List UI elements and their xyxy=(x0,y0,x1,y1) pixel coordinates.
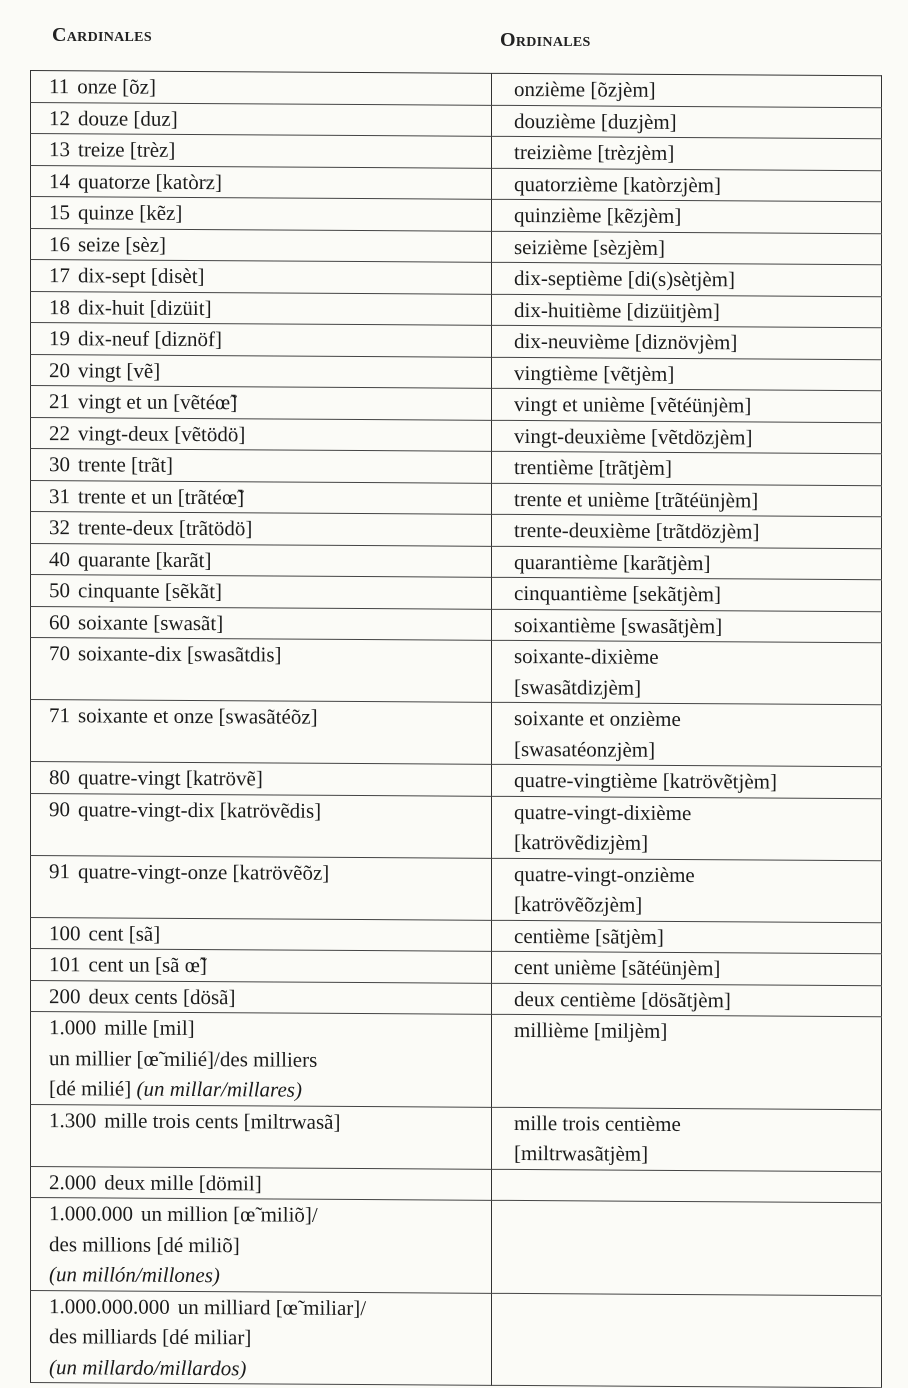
ordinal-line: [miltrwasãtjèm] xyxy=(514,1140,649,1166)
table-row xyxy=(31,228,882,265)
cardinal-line xyxy=(49,762,491,795)
cardinal-cell xyxy=(31,638,492,703)
cardinal-text: quatre-vingt-dix [katrövẽdis] xyxy=(78,796,322,823)
cardinal-line xyxy=(49,481,491,514)
cardinal-text: un million [œ̃ miliõ]/ xyxy=(141,1201,318,1227)
spanish-translation: (un millón/millones) xyxy=(49,1262,220,1288)
cardinal-number: 18 xyxy=(49,294,70,319)
cardinal-line xyxy=(49,949,491,982)
cardinal-number: 90 xyxy=(49,796,70,821)
cardinal-line xyxy=(49,1198,491,1231)
cardinal-line xyxy=(49,638,491,671)
cardinal-text: onze [õz] xyxy=(77,74,156,99)
cardinal-number: 14 xyxy=(49,168,70,193)
cardinal-cell xyxy=(31,102,492,136)
ordinal-line: vingtième [vẽtjèm] xyxy=(514,360,675,386)
ordinal-cell xyxy=(492,796,882,860)
cardinal-cell xyxy=(31,512,492,546)
cardinal-cell xyxy=(31,449,492,483)
cardinal-cell xyxy=(31,762,492,796)
cardinal-number: 11 xyxy=(49,74,70,99)
cardinal-line xyxy=(49,856,491,889)
ordinal-line: vingt-deuxième [vẽtdözjèm] xyxy=(514,423,753,449)
ordinal-line: [swasatéonzjèm] xyxy=(514,736,656,762)
ordinal-line: [katrövẽõzjèm] xyxy=(514,891,643,917)
cardinal-text: des milliards [dé miliar] xyxy=(49,1324,252,1350)
header-cardinales: Cardinales xyxy=(52,24,152,46)
table-row xyxy=(31,134,882,171)
table-row xyxy=(31,543,882,580)
cardinal-cell xyxy=(31,855,492,920)
table-row xyxy=(31,855,882,922)
cardinal-line xyxy=(49,197,491,230)
cardinal-text: quarante [karãt] xyxy=(78,546,212,572)
cardinal-line xyxy=(49,575,491,608)
cardinal-number: 100 xyxy=(49,920,81,945)
ordinal-line: seizième [sèzjèm] xyxy=(514,234,665,260)
ordinal-cell xyxy=(492,388,882,422)
ordinal-cell xyxy=(492,262,882,296)
table-row xyxy=(31,386,882,423)
cardinal-line xyxy=(49,794,491,827)
table-row xyxy=(31,1104,882,1171)
table-row xyxy=(31,980,882,1017)
cardinal-cell xyxy=(31,700,492,765)
cardinal-line xyxy=(49,323,491,356)
cardinal-cell xyxy=(31,1198,492,1293)
cardinal-number: 101 xyxy=(49,952,81,977)
cardinal-line xyxy=(49,355,491,388)
ordinal-line: soixante-dixième xyxy=(514,643,659,669)
cardinal-text: deux cents [dösã] xyxy=(88,983,236,1009)
ordinal-line: trentième [trãtjèm] xyxy=(514,454,673,480)
cardinal-number: 15 xyxy=(49,200,70,225)
cardinal-text: dix-sept [disèt] xyxy=(78,263,205,289)
cardinal-line xyxy=(49,103,491,136)
cardinal-number: 91 xyxy=(49,858,70,883)
ordinal-line: [katrövẽdizjèm] xyxy=(514,829,649,855)
cardinal-cell xyxy=(31,949,492,983)
ordinal-cell xyxy=(492,357,882,391)
header-ordinales: Ordinales xyxy=(500,29,591,51)
cardinal-text: trente et un [trãtéœ̃] xyxy=(78,483,245,509)
cardinal-line xyxy=(49,1291,491,1324)
ordinal-cell xyxy=(492,1014,882,1109)
cardinal-number: 21 xyxy=(49,389,70,414)
cardinal-cell xyxy=(31,606,492,640)
cardinal-text: mille [mil] xyxy=(104,1015,195,1041)
cardinal-number: 70 xyxy=(49,641,70,666)
cardinal-cell xyxy=(31,386,492,420)
cardinal-line xyxy=(49,292,491,325)
cardinal-text: vingt et un [vẽtéœ̃] xyxy=(78,389,238,415)
cardinal-cell xyxy=(31,575,492,609)
cardinal-line xyxy=(49,1073,491,1106)
cardinal-text: un millier [œ̃ milié]/des milliers xyxy=(49,1045,318,1072)
spanish-translation: (un millar/millares) xyxy=(136,1076,302,1102)
cardinal-line xyxy=(49,981,491,1014)
cardinal-number: 31 xyxy=(49,483,70,508)
cardinal-text: vingt [vẽ] xyxy=(78,357,161,383)
table-row xyxy=(31,71,882,108)
cardinal-cell xyxy=(31,417,492,451)
cardinal-line xyxy=(49,166,491,199)
cardinal-number: 80 xyxy=(49,765,70,790)
ordinal-cell xyxy=(492,546,882,580)
cardinal-text: dix-neuf [diznöf] xyxy=(78,326,223,352)
cardinal-number: 1.000 xyxy=(49,1015,97,1040)
spanish-translation: (un millardo/millardos) xyxy=(49,1354,247,1380)
ordinal-cell xyxy=(492,73,882,107)
ordinal-cell xyxy=(492,1169,882,1203)
cardinal-text: trente [trãt] xyxy=(78,452,174,477)
ordinal-cell xyxy=(492,451,882,485)
cardinal-cell xyxy=(31,1012,492,1107)
table-row xyxy=(31,449,882,486)
cardinal-line xyxy=(49,512,491,545)
ordinal-line: douzième [duzjèm] xyxy=(514,108,677,134)
ordinal-line: treizième [trèzjèm] xyxy=(514,139,675,165)
cardinal-cell xyxy=(31,165,492,199)
cardinal-text: soixante-dix [swasãtdis] xyxy=(78,641,282,667)
cardinal-number: 1.000.000 xyxy=(49,1201,133,1226)
cardinal-text: mille trois cents [miltrwasã] xyxy=(104,1107,341,1134)
cardinal-line xyxy=(49,1105,491,1138)
table-row xyxy=(31,417,882,454)
ordinal-cell xyxy=(492,168,882,202)
ordinal-cell xyxy=(492,1107,882,1171)
ordinal-cell xyxy=(492,1293,882,1388)
cardinal-number: 60 xyxy=(49,609,70,634)
ordinal-cell xyxy=(492,1200,882,1295)
table-row xyxy=(31,291,882,328)
cardinal-number: 30 xyxy=(49,452,70,477)
table-row xyxy=(31,165,882,202)
ordinal-line: centième [sãtjèm] xyxy=(514,923,664,949)
cardinal-cell xyxy=(31,291,492,325)
ordinal-line: trente et unième [trãtéünjèm] xyxy=(514,486,759,512)
cardinal-line xyxy=(49,544,491,577)
cardinal-number: 200 xyxy=(49,983,81,1008)
cardinal-text: treize [trèz] xyxy=(78,137,176,162)
table-row xyxy=(31,917,882,954)
cardinal-cell xyxy=(31,543,492,577)
table-row xyxy=(31,638,882,705)
cardinal-number: 1.300 xyxy=(49,1107,97,1132)
cardinal-number: 1.000.000.000 xyxy=(49,1293,170,1319)
table-row xyxy=(31,1012,882,1110)
cardinal-cell xyxy=(31,134,492,168)
cardinal-line xyxy=(49,1167,491,1200)
table-row xyxy=(31,575,882,612)
table-row xyxy=(31,197,882,234)
cardinal-cell xyxy=(31,1290,492,1385)
table-row xyxy=(31,762,882,799)
cardinal-number: 20 xyxy=(49,357,70,382)
table-row xyxy=(31,606,882,643)
cardinal-line xyxy=(49,700,491,733)
ordinal-line: quarantième [karãtjèm] xyxy=(514,549,711,575)
ordinal-cell xyxy=(492,325,882,359)
cardinal-cell xyxy=(31,980,492,1014)
ordinal-line: millième [miljèm] xyxy=(514,1017,668,1043)
ordinal-cell xyxy=(492,983,882,1017)
cardinal-line xyxy=(49,260,491,293)
table-row xyxy=(31,354,882,391)
cardinal-line xyxy=(49,607,491,640)
cardinal-line xyxy=(49,418,491,451)
cardinal-cell xyxy=(31,917,492,951)
ordinal-line: trente-deuxième [trãtdözjèm] xyxy=(514,517,760,544)
ordinal-line: vingt et unième [vẽtéünjèm] xyxy=(514,391,752,418)
ordinal-line: cinquantième [sekãtjèm] xyxy=(514,580,721,607)
cardinal-number: 13 xyxy=(49,137,70,162)
cardinal-number: 16 xyxy=(49,231,70,256)
ordinal-line: deux centième [dösãtjèm] xyxy=(514,986,731,1012)
ordinal-line: soixante et onzième xyxy=(514,705,681,731)
cardinal-cell xyxy=(31,793,492,858)
ordinal-line: dix-huitième [dizüitjèm] xyxy=(514,297,720,323)
ordinal-cell xyxy=(492,702,882,766)
cardinal-text: cent un [sã œ̃] xyxy=(88,952,207,978)
table-row xyxy=(31,949,882,986)
numbers-table xyxy=(30,70,882,1388)
ordinal-line: [swasãtdizjèm] xyxy=(514,674,642,700)
cardinal-cell xyxy=(31,480,492,514)
ordinal-line: quinzième [kẽzjèm] xyxy=(514,202,682,228)
ordinal-cell xyxy=(492,640,882,704)
cardinal-text: quatorze [katòrz] xyxy=(78,168,222,194)
ordinal-line: onzième [õzjèm] xyxy=(514,76,656,102)
table-row xyxy=(31,700,882,767)
cardinal-text: deux mille [dömil] xyxy=(104,1169,262,1195)
cardinal-cell xyxy=(31,228,492,262)
cardinal-number: 22 xyxy=(49,420,70,445)
ordinal-cell xyxy=(492,199,882,233)
ordinal-cell xyxy=(492,920,882,954)
table-row xyxy=(31,323,882,360)
ordinal-cell xyxy=(492,951,882,985)
cardinal-number: 2.000 xyxy=(49,1169,97,1194)
cardinal-line xyxy=(49,1043,491,1076)
ordinal-cell xyxy=(492,105,882,139)
table-row xyxy=(31,102,882,139)
cardinal-line xyxy=(49,918,491,951)
cardinal-number: 40 xyxy=(49,546,70,571)
ordinal-line: mille trois centième xyxy=(514,1110,681,1136)
cardinal-number: 19 xyxy=(49,326,70,351)
cardinal-text: soixante et onze [swasãtéõz] xyxy=(78,703,318,729)
ordinal-line: dix-septième [di(s)sètjèm] xyxy=(514,265,736,292)
ordinal-cell xyxy=(492,136,882,170)
cardinal-text: cinquante [sẽkãt] xyxy=(78,578,223,604)
ordinal-line: quatre-vingtième [katrövẽtjèm] xyxy=(514,767,777,794)
cardinal-line xyxy=(49,134,491,167)
cardinal-line xyxy=(49,386,491,419)
ordinal-cell xyxy=(492,764,882,798)
ordinal-cell xyxy=(492,294,882,328)
cardinal-cell xyxy=(31,197,492,231)
cardinal-cell xyxy=(31,1104,492,1169)
cardinal-cell xyxy=(31,71,492,105)
ordinal-cell xyxy=(492,514,882,548)
cardinal-text: un milliard [œ̃ miliar]/ xyxy=(177,1294,367,1320)
cardinal-text: quinze [kẽz] xyxy=(78,200,183,225)
cardinal-line xyxy=(49,449,491,482)
cardinal-line xyxy=(49,229,491,262)
cardinal-text: cent [sã] xyxy=(88,920,161,946)
cardinal-line xyxy=(49,1229,491,1262)
ordinal-line: quatre-vingt-onzième xyxy=(514,861,695,887)
cardinal-text: dix-huit [dizüit] xyxy=(78,294,212,320)
ordinal-line: soixantième [swasãtjèm] xyxy=(514,612,723,638)
ordinal-cell xyxy=(492,577,882,611)
cardinal-text: des millions [dé miliõ] xyxy=(49,1231,240,1257)
ordinal-line: cent unième [sãtéünjèm] xyxy=(514,954,721,981)
ordinal-cell xyxy=(492,609,882,643)
table-row xyxy=(31,512,882,549)
ordinal-cell xyxy=(492,858,882,922)
table-row xyxy=(31,793,882,860)
ordinal-line: quatorzième [katòrzjèm] xyxy=(514,171,721,197)
cardinal-line xyxy=(49,1321,491,1354)
ordinal-line: quatre-vingt-dixième xyxy=(514,799,692,825)
cardinal-cell xyxy=(31,323,492,357)
cardinal-number: 71 xyxy=(49,703,70,728)
ordinal-cell xyxy=(492,483,882,517)
ordinal-cell xyxy=(492,231,882,265)
cardinal-cell xyxy=(31,260,492,294)
table-row xyxy=(31,1166,882,1203)
cardinal-number: 17 xyxy=(49,263,70,288)
cardinal-cell xyxy=(31,354,492,388)
cardinal-number: 50 xyxy=(49,578,70,603)
cardinal-text: seize [sèz] xyxy=(78,231,167,257)
cardinal-number: 12 xyxy=(49,105,70,130)
cardinal-line xyxy=(49,1012,491,1045)
cardinal-text: [dé milié] xyxy=(49,1076,132,1101)
table-row xyxy=(31,1198,882,1296)
cardinal-line xyxy=(49,71,491,104)
ordinal-line: dix-neuvième [diznövjèm] xyxy=(514,328,738,355)
table-row xyxy=(31,260,882,297)
cardinal-number: 32 xyxy=(49,515,70,540)
cardinal-text: soixante [swasãt] xyxy=(78,609,224,635)
numbers-table-wrapper xyxy=(30,70,882,1388)
numbers-table-body xyxy=(31,71,882,1388)
table-row xyxy=(31,1290,882,1388)
cardinal-cell xyxy=(31,1166,492,1200)
cardinal-text: vingt-deux [vẽtödö] xyxy=(78,420,246,446)
cardinal-text: quatre-vingt [katrövẽ] xyxy=(78,765,263,791)
table-row xyxy=(31,480,882,517)
cardinal-text: trente-deux [trãtödö] xyxy=(78,515,253,541)
cardinal-text: quatre-vingt-onze [katrövẽõz] xyxy=(78,858,330,885)
ordinal-cell xyxy=(492,420,882,454)
cardinal-text: douze [duz] xyxy=(78,105,178,131)
